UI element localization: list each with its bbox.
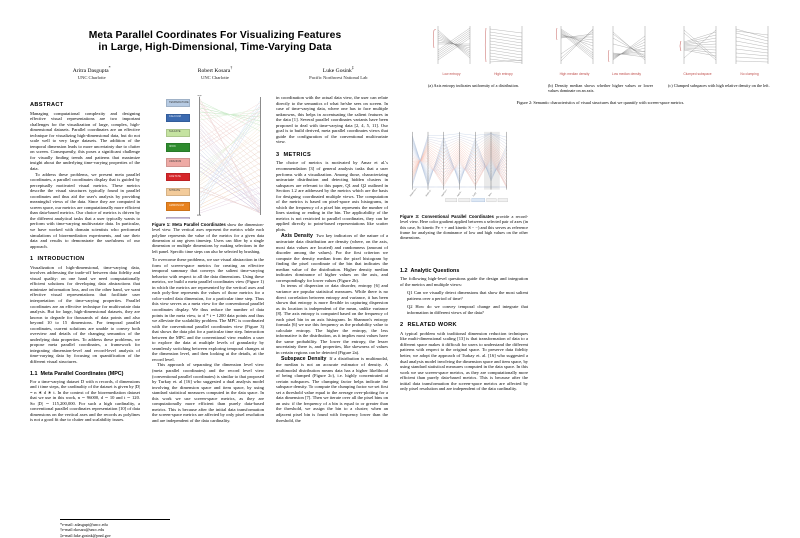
column-2 [152, 95, 264, 423]
legend-swatch[interactable] [166, 143, 190, 151]
title-line-1: Meta Parallel Coordinates For Visualizing Features [30, 30, 400, 42]
column-3 [276, 95, 388, 423]
author-name: Robert Kosara [198, 68, 230, 74]
footnotes [60, 519, 170, 538]
axis-density-paragraph [276, 233, 388, 284]
analytic-question-1: Q1 Can we visually detect dimensions that show the most salient patterns over a period of time? [400, 290, 528, 301]
figure-3-axis-label: kinetic Fe++ [409, 187, 418, 198]
panel-plot-no-clumping[interactable] [726, 24, 773, 66]
subspace-density-text: If a distribution is multimodal, the median is not an accurate estimator of density. A multimodal distribution means data has a higher likelihood of being clumped (Figure 2c), i.e. highly concentrated at certain subspaces. The clumping factor helps indicate the subspace density. To compute the clumping factor we set first set a threshold value equal to the average over-plotting for a data dimension [7]. Then we iterate over all the pixel bins on an axis: if the frequency of a bin is equal to or greater than the threshold, we assign the bin to a cluster; when an adjacent pixel bin is found with frequency lower than the threshold, the [276, 356, 388, 423]
footnote-2: †e-mail:rkosara@uncc.edu [60, 527, 170, 532]
legend-swatch[interactable] [166, 99, 190, 107]
abstract-paragraph-2: To address these problems, we present meta parallel coordinates, a parallel coordinates display that is guided by perceptually motivated visual metrics. These metrics describe the visual structures typically found in parallel coordinates and thus aid the user's analysis by providing meaningful views of the data. Since they are computed in screen space, our metrics are computationally more efficient than data-based metrics. Our choice of metrics is driven by the different analytical tasks that a user typically wants to perform with time-varying multivariate data. In particular, we have worked with domain scientists who performed simulations of bioremediation experiments, and use their data and results to demonstrate the usefulness of our approach. [30, 172, 140, 250]
author-mark: ‡ [352, 65, 354, 70]
figure-3-caption-title: Figure 3: Conventional Parallel Coordinates [400, 214, 494, 219]
panel-caption: No clumping [726, 72, 773, 76]
legend-label: SULFATE [169, 130, 181, 133]
abstract-heading: ABSTRACT [30, 102, 140, 108]
panel-plot-clumped-subspace[interactable] [674, 24, 721, 66]
legend-swatch[interactable] [166, 114, 190, 122]
figure-3-caption-body: provide a record-level view. Here color gradient applied between a selected pair of axes (in this case, Sc kinetic Fe + + and kinetic S − −) and this serves as reference frame for analyzing the dominance of low and high values on the other dimensions. [400, 214, 528, 240]
legend-swatch[interactable] [166, 217, 190, 219]
figure-2-group-a [428, 24, 527, 76]
figure-2-panel [674, 24, 721, 76]
section-heading-metrics [276, 152, 388, 158]
author-name: Aritra Dasgupta [73, 68, 109, 74]
footnote-3: ‡e-mail:luke.gosink@pnnl.gov [60, 533, 170, 538]
figure-3-toolbar [446, 198, 508, 202]
author-mark: * [109, 65, 111, 70]
figure-2 [428, 24, 773, 105]
figure-2-panel [428, 24, 475, 76]
axis-label-high: high [197, 95, 202, 97]
title-block [30, 30, 400, 81]
legend-swatch[interactable] [166, 188, 190, 196]
section-number: 1 [30, 256, 33, 262]
figure-2-caption: Figure 2: Semantic characteristics of visual structures that we quantify with screen-space metrics. [428, 100, 773, 105]
figure-2-panel [603, 24, 650, 76]
figure-2-subcaption: (b) Density median shows whether higher values or lower values dominate on an axis. [548, 83, 653, 93]
legend-label: CALCIUM [169, 115, 181, 118]
metrics-paragraph-2: In terms of dispersion or data disorder, entropy [6] and variance are popular statistical measures. While there is no direct correlation between entropy and variance, it has been shown that entropy is more flexible in capturing dispersion as its location is independent of the mean, unlike variance [8]. The axis entropy is computed based on the frequency of each pixel bin in an axis histogram. In Shannon's entropy formula [6] we use this frequency as the probability value to calculate entropy. The higher the entropy, the less informative is the distribution, as it implies most values have the same probability. The lower the entropy, the lesser uncertainty there is, and properties, like skewness of values in certain regions can be detected (Figure 2a). [276, 283, 388, 355]
section-number: 1.1 [30, 371, 38, 377]
figure-2-group-c [674, 24, 773, 76]
intro-paragraph-1: Visualization of high-dimensional, time-varying data, involves addressing the trade-off between data fidelity and visual quality: on one hand we need computationally efficient solutions for developing data abstractions that minimize information loss, and on the other hand, we want effective visual representations that facilitate user interpretation of the time-varying properties. Parallel coordinates are an effective technique for multivariate data analysis. But for large, high-dimensional datasets, they are known to degrade for thousands of data points and also beyond 10 to 15 dimensions. For temporal parallel coordinates, current solutions are unable to convey both overview and details of the changing semantics of the underlying data properties. To address these problems, we propose meta parallel coordinates, a framework for integrating dimension-level and record-level analysis of time-varying data by focusing on quantification of the different visual structures. [30, 265, 140, 365]
figure-2-panel [480, 24, 527, 76]
figure-1-caption-body: show the dimension-level view. The vertical axes represent the metrics while each polyline represents the value of the metrics for a given data dimension at any given timestep. Users can filter by a single dimension or multiple dimensions by making selections in the left panel. Specific time steps can also be selected by brushing. [152, 222, 264, 254]
figure-1-axis-left[interactable] [199, 97, 200, 215]
panel-plot-high-entropy[interactable] [480, 24, 527, 66]
legend-label: NITRATE [169, 189, 180, 192]
figure-1-caption-title: Figure 1: Meta Parallel Coordinates [152, 222, 226, 227]
figure-3-axis-label: Fe(II) [473, 192, 478, 197]
section-number: 3 [276, 152, 279, 158]
panel-plot-low-median-density[interactable] [603, 24, 650, 66]
figure-3 [400, 126, 528, 241]
author-name: Luke Gosink [323, 68, 352, 74]
legend-label: ACETATE [169, 175, 181, 178]
analytic-intro: The following high-level questions guide the design and integration of the metrics and multiple views: [400, 276, 528, 287]
section-title: METRICS [283, 152, 311, 158]
author-mark: † [230, 65, 232, 70]
abstract-paragraph-1: Managing computational complexity and designing effective visual representations are two important challenges for the visualization of large, complex, high-dimensional datasets. Parallel coordinates are an effective technique for visualizing high-dimensional data, but do not scale well to very large datasets. The addition of the temporal dimension leads to more uncertainty due to clutter on screen. Consequently, this poses a significant challenge for visually finding trends and patterns that maximize insight about the underlying time-varying properties of the data. [30, 111, 140, 172]
legend-swatch[interactable] [166, 129, 190, 137]
figure-2-subcaption: (c) Clumped subspaces with high relative density on the left. [668, 83, 773, 93]
page-title [30, 30, 400, 55]
figure-1-canvas [152, 95, 264, 219]
figure-3-axis-label: total S-- [456, 190, 463, 197]
mpc-paragraph-1: For a time-varying dataset D with n records, d dimensions and t time steps, the cardinality of the dataset is given by |D| = n ∗ d ∗ t. In the context of the bioremediation dataset that we use in this work, n ∼ 96000, d ∼ 10 and t ∼ 120. So |D| ∼ 115,200,000. For such a high cardinality, a conventional parallel coordinates representation [10] of data dimensions on the vertical axes and the records as polylines is not a good fit due to clutter and scalability issues. [30, 379, 140, 423]
subspace-density-paragraph [276, 356, 388, 424]
figure-2-group-b [551, 24, 650, 76]
author-list [30, 64, 400, 81]
legend-label: IRON [169, 145, 176, 148]
author-entry [153, 64, 276, 81]
legend-swatch[interactable] [166, 158, 190, 166]
author-entry [277, 64, 400, 81]
panel-plot-high-median-density[interactable] [551, 24, 598, 66]
title-line-2: in Large, High-Dimensional, Time-Varying Data [30, 42, 400, 54]
subspace-density-label: Subspace Density [281, 356, 326, 362]
figure-2-panel-row [428, 24, 773, 76]
mpc-paragraph-2: To overcome these problems, we use visual abstraction in the form of screen-space metrics for creating an effective temporal summary that conveys the salient time-varying behavior with respect to all the data dimensions. Using these metrics, we build a meta parallel coordinates view (Figure 1) in which the metrics are represented by the vertical axes and each poly-line represents the values of those metrics for a color-coded data dimension, for a particular time step. Thus this view serves as a meta view for the conventional parallel coordinates display. We thus reduce the number of data points in the meta view, to d * t = 1200 data points and thus we alleviate the scalability problem. The MPC is coordinated with the conventional parallel coordinates view (Figure 3) that shows the data plot for a particular time step. Interaction between the MPC and the conventional view enables a user to explore the data at multiple levels of granularity by seamlessly switching between exploring temporal changes at the dimension level, and then looking at the details, at the record level. [152, 257, 264, 362]
figure-1-axis-right[interactable] [260, 97, 261, 215]
column-2-lower [400, 262, 528, 392]
panel-caption: Low entropy [428, 72, 475, 76]
section-heading-analytic-questions [400, 268, 528, 274]
section-heading-related-work [400, 322, 528, 328]
panel-plot-low-entropy[interactable] [428, 24, 475, 66]
figure-3-axis-label: total Fe++ [440, 188, 448, 197]
legend-label: URANIUM [169, 160, 181, 163]
author-affiliation: Pacific Northwest National Lab [277, 75, 400, 81]
related-work-paragraph: A typical problem with traditional dimension reduction techniques like multi-dimensional scaling [13] is that transformation of data to a different space makes it difficult for users to understand the different patterns with respect to the original space. To preserve data fidelity better, we adopt the approach of Turkay et. al. [16] who suggested a dual analysis model involving the dimension space and item space, by using standard statistical measures computed in the data space. In this work we use screen-space metrics, as they are computationally more efficient than purely data-based metrics. This is because after the initial data transformation the screen-space metrics are affected by only pixel resolution and are independent of the data cardinality. [400, 331, 528, 392]
figure-1-legend[interactable] [166, 99, 190, 219]
author-affiliation: UNC Charlotte [153, 75, 276, 81]
figure-2-panel [551, 24, 598, 76]
panel-caption: Low median density [603, 72, 650, 76]
axis-label-low: low [197, 214, 201, 217]
footnote-1: *e-mail: adasgupt@uncc.edu [60, 522, 170, 527]
panel-caption: Clumped subspace [674, 72, 721, 76]
section-number: 1.2 [400, 268, 408, 274]
section-number: 2 [400, 322, 403, 328]
figure-3-parallel-coordinates[interactable] [400, 126, 512, 206]
legend-label: AMMONIUM [169, 204, 184, 207]
figure-2-panel [726, 24, 773, 76]
author-affiliation: UNC Charlotte [30, 75, 153, 81]
section-heading-introduction [30, 256, 140, 262]
section-title: Meta Parallel Coordinates (MPC) [41, 371, 124, 377]
figure-3-axis-label: SO4-- [488, 192, 493, 198]
figure-2-subcaption: (a) Axis entropy indicates uniformity of a distribution. [428, 83, 533, 93]
legend-swatch[interactable] [166, 202, 190, 210]
mpc-paragraph-3: This approach of separating the dimension level view (meta parallel coordinates) and the record level view (conventional parallel coordinates) is similar to that proposed by Turkay et. al [16] who suggested a dual analysis model involving the dimension space and item space, by using standard statistical measures computed in the data space. In this work we use screen-space metrics, as they are computationally more efficient than purely data-based metrics. This is because after the initial data transformation the screen-space metrics are affected by only pixel resolution and are independent of the data cardinality. [152, 362, 264, 423]
figure-1-caption [152, 222, 264, 254]
figure-1 [152, 95, 264, 254]
axis-density-text: Two key indicators of the nature of a univariate data distribution are density (where, on the axis, most data values are located) and randomness (amount of disorder among the values). For the first criterion we compute the density median from the pixel histogram by finding the pixel coordinate of the bin that indicates the median value of the distribution. Higher density median indicates dominance of higher values on the axis, and correspondingly for lower values (Figure 2b). [276, 233, 388, 283]
author-entry [30, 64, 153, 81]
figure-2-subcaptions [428, 83, 773, 93]
section-title: RELATED WORK [407, 322, 456, 328]
panel-caption: High median density [551, 72, 598, 76]
legend-swatch[interactable] [166, 173, 190, 181]
figure-3-caption [400, 214, 528, 241]
legend-label: TEMPERATURE [169, 101, 189, 104]
section-title: INTRODUCTION [37, 256, 84, 262]
metrics-paragraph-1: The choice of metrics is motivated by Amar et al.'s recommendation [3] of general analysis tasks that a user performs with a visualization. Among those, characterizing univariate distribution and detecting hidden clusters in subspaces are relevant to this paper, Q1 and Q2 outlined in Section 1.2 are addressed by the metrics which are the basis for designing coordinated multiple views. The computation of the metrics is based on pixel-space axis histograms, in which the frequency of a pixel bin represents the number of lines starting or ending in the bin. The applicability of the metrics is not restricted to parallel coordinates, they can be applied directly to point-based representations like scatter plots. [276, 160, 388, 232]
panel-caption: High entropy [480, 72, 527, 76]
axis-density-label: Axis Density [281, 233, 313, 239]
figure-3-axis-label: kinetic S-- [425, 188, 433, 197]
analytic-question-2: Q2 How do we convey temporal change and integrate that information in different views of the data? [400, 304, 528, 315]
section-title: Analytic Questions [411, 268, 460, 274]
intro-continued: in coordination with the actual data view, the user can relate directly to the semantics of what he/she sees on screen. In case of time-varying data, where one has to face multiple unknowns, this helps in accentuating the salient features in the data [1]. Several parallel coordinates variants have been proposed to deal with time-varying data [2, 4, 5, 11]. Our goal is to build derived, meta parallel coordinates views that guide the configuration of the conventional multivariate view. [276, 95, 388, 145]
column-1 [30, 95, 140, 423]
section-heading-mpc [30, 371, 140, 377]
